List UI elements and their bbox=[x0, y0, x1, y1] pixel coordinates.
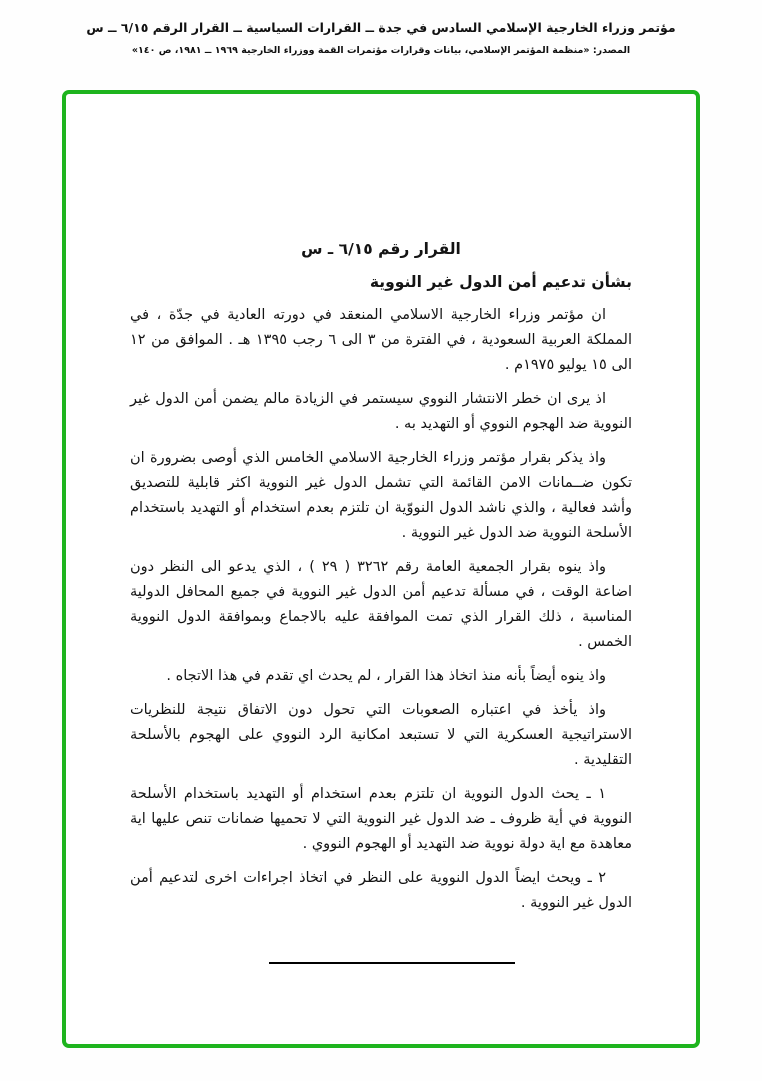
footnote-divider bbox=[269, 962, 515, 964]
paragraph: واذ ينوه أيضاً بأنه منذ اتخاذ هذا القرار ، لم يحدث اي تقدم في هذا الاتجاه . bbox=[166, 668, 606, 684]
paragraph: ان مؤتمر وزراء الخارجية الاسلامي المنعقد في دورته العادية في جدّة ، في المملكة العربية السعودية ، في الفترة من ٣ الى ٦ رجب ١٣٩٥ هـ . الموافق من ١٢ الى ١٥ يوليو ١٩٧٥م . bbox=[130, 307, 632, 373]
paragraph: ٢ ـ ويحث ايضاً الدول النووية على النظر في اتخاذ اجراءات اخرى لتدعيم أمن الدول غير النووية . bbox=[130, 870, 632, 911]
source-citation-line: المصدر: «منظمة المؤتمر الإسلامي، بيانات وقرارات مؤتمرات القمة ووزراء الخارجية ١٩٦٩ ــ ١٩٨١، ص ١٤٠» bbox=[131, 45, 631, 56]
document-content bbox=[66, 94, 696, 964]
page-header bbox=[0, 0, 762, 56]
document-box bbox=[62, 90, 700, 1048]
paragraph: واذ يأخذ في اعتباره الصعوبات التي تحول دون الاتفاق نتيجة للنظريات الاستراتيجية العسكرية التي لا تستبعد امكانية الرد النووي على الهجوم بالأسلحة التقليدية . bbox=[130, 702, 632, 768]
paragraph: واذ يذكر بقرار مؤتمر وزراء الخارجية الاسلامي الخامس الذي أوصى بضرورة ان تكون ضــمانات الامن القائمة التي تشمل الدول غير النووية اكثر قابلية للتصديق وأشد فعالية ، والذي ناشد الدول النووّية ان تلتزم بعدم استخدام أو التهديد باستخدام الأسلحة النووية ضد الدول غير النووية . bbox=[130, 450, 632, 541]
document-paragraphs bbox=[130, 303, 632, 916]
paragraph: اذ يرى ان خطر الانتشار النووي سيستمر في الزيادة مالم يضمن أمن الدول غير النووية ضد الهجوم النووي أو التهديد به . bbox=[130, 391, 632, 432]
document-reference-line: مؤتمر وزراء الخارجية الإسلامي السادس في جدة ــ القرارات السياسية ــ القرار الرقم ٦/١٥ ــ س bbox=[86, 20, 676, 35]
paragraph: ١ ـ يحث الدول النووية ان تلتزم بعدم استخدام أو التهديد باستخدام الأسلحة النووية في أية ظروف ـ ضد الدول غير النووية التي لا تحميها ضمانات تنص عليها اية معاهدة مع اية دولة نووية ضد التهديد أو الهجوم النووي . bbox=[130, 786, 632, 852]
resolution-title: القرار رقم ٦/١٥ ـ س bbox=[301, 240, 461, 258]
resolution-subtitle: بشأن تدعيم أمن الدول غير النووية bbox=[369, 273, 632, 291]
paragraph: واذ ينوه بقرار الجمعية العامة رقم ٣٢٦٢ ( ٢٩ ) ، الذي يدعو الى النظر دون اضاعة الوقت ، في مسألة تدعيم أمن الدول غير النووية في جميع المحافل الدولية المناسبة ، ذلك القرار الذي تمت الموافقة عليه بالاجماع وبموافقة الدول النووية الخمس . bbox=[130, 559, 632, 650]
